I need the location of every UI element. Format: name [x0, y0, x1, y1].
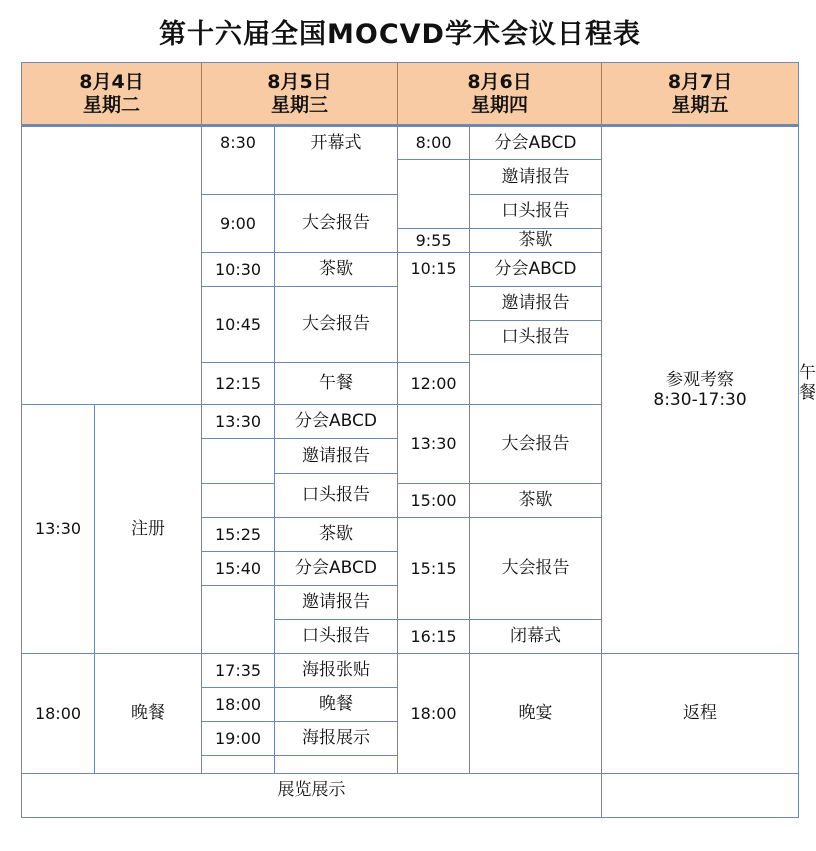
day-date: 8月4日: [79, 70, 144, 93]
aug5-plenary1-event: 大会报告: [275, 195, 398, 253]
aug6-plenary1-event: 大会报告: [470, 404, 602, 483]
aug6-banquet-time: 18:00: [398, 653, 470, 773]
aug5-dinner-time: 18:00: [202, 687, 275, 721]
header-row: [22, 63, 799, 126]
aug7-tour-time: 8:30-17:30: [653, 389, 747, 410]
day-date: 8月7日: [667, 70, 733, 93]
aug6-closing-time: 16:15: [398, 619, 470, 653]
aug6-closing-event: 闭幕式: [470, 619, 602, 653]
aug5-session1-blank2: [202, 483, 275, 517]
schedule-table: 8月4日 星期二 8月5日 星期三 8月6日 星期四 8月7日 星期五 8:30 开幕式 8:00 分会ABCD 参观考察 8:30-17:30 邀请报告 9:00 大会报告 口头报告 9:55 茶歇 10:30 茶歇 10:15 分会ABCD 10:45 大会报告 邀请报告 口头报告 12:15 午餐 12:00 午餐 13:30 注册 13:30 分会ABCD 13:30 大会报告 邀请报告 口头报告 15:00 茶歇 15:25 茶歇 15:15 大会报告 15:40 分会ABCD 邀请报告 口头报告 16:15 闭幕式 18:00 晚餐 17:35 海报张贴 18:00 晚宴 返程 18:00 晚餐 19:00 海报展示 展览展示: [21, 62, 798, 818]
aug6-session1-oral: 口头报告: [470, 195, 602, 229]
aug5-tea1-time: 10:30: [202, 253, 275, 287]
aug5-opening-time: 8:30: [202, 126, 275, 195]
aug5-lunch-time: 12:15: [202, 363, 275, 405]
aug5-plenary2-event: 大会报告: [275, 287, 398, 363]
aug4-dinner-event: 晚餐: [95, 653, 202, 773]
aug5-lunch-event: 午餐: [275, 363, 398, 405]
aug5-session1-time: 13:30: [202, 404, 275, 438]
day-date: 8月6日: [467, 70, 532, 93]
aug6-banquet-event: 晚宴: [470, 653, 602, 773]
aug5-session1-invited: 邀请报告: [275, 438, 398, 473]
aug7-tour-event: 参观考察: [666, 369, 735, 390]
aug4-registration-time: 13:30: [22, 404, 95, 653]
day-date: 8月5日: [267, 70, 332, 93]
aug5-session2-invited: 邀请报告: [275, 585, 398, 619]
aug6-plenary2-event: 大会报告: [470, 517, 602, 619]
aug6-plenary2-time: 15:15: [398, 517, 470, 619]
aug5-tea2-event: 茶歇: [275, 517, 398, 551]
exhibition-row: 展览展示: [22, 773, 602, 817]
aug6-plenary1-time: 13:30: [398, 404, 470, 483]
aug6-session1-event: 分会ABCD: [470, 126, 602, 160]
aug5-opening-event: 开幕式: [275, 126, 398, 195]
aug6-session2-time: 10:15: [398, 253, 470, 363]
day-weekday: 星期五: [671, 93, 729, 116]
aug5-dinner-event: 晚餐: [275, 687, 398, 721]
aug5-plenary2-time: 10:45: [202, 287, 275, 363]
aug6-lunch-time: 12:00: [398, 363, 470, 405]
day-header-aug5: [202, 63, 398, 126]
aug7-return: 返程: [602, 653, 799, 773]
aug5-tea2-time: 15:25: [202, 517, 275, 551]
aug6-session2-blank: [470, 355, 602, 405]
aug6-tea2-time: 15:00: [398, 483, 470, 517]
aug5-session1-event: 分会ABCD: [275, 404, 398, 438]
aug6-session1-invited: 邀请报告: [470, 160, 602, 195]
aug5-poster-show-time: 19:00: [202, 721, 275, 755]
aug6-session2-oral: 口头报告: [470, 321, 602, 355]
aug6-tea2-event: 茶歇: [470, 483, 602, 517]
aug5-session2-event: 分会ABCD: [275, 551, 398, 585]
aug5-plenary1-time: 9:00: [202, 195, 275, 253]
day-weekday: 星期三: [271, 93, 329, 116]
page-title: 第十六届全国MOCVD学术会议日程表: [159, 19, 641, 50]
day-weekday: 星期四: [471, 93, 529, 116]
aug5-poster-setup-time: 17:35: [202, 653, 275, 687]
aug6-tea1-event: 茶歇: [470, 229, 602, 253]
aug5-evening-blank2: [275, 755, 398, 773]
day-weekday: 星期二: [83, 93, 141, 116]
day-header-aug4: [22, 63, 202, 126]
aug5-session2-oral: 口头报告: [275, 619, 398, 653]
aug5-session2-blank: [202, 585, 275, 653]
aug6-session2-event: 分会ABCD: [470, 253, 602, 287]
aug7-bottom-blank: [602, 773, 799, 817]
aug5-evening-blank: [202, 755, 275, 773]
aug6-session1-blank: [398, 160, 470, 229]
aug6-tea1-time: 9:55: [398, 229, 470, 253]
aug5-session2-time: 15:40: [202, 551, 275, 585]
aug5-poster-show-event: 海报展示: [275, 721, 398, 755]
aug4-dinner-time: 18:00: [22, 653, 95, 773]
aug6-session2-invited: 邀请报告: [470, 287, 602, 321]
aug5-poster-setup-event: 海报张贴: [275, 653, 398, 687]
day-header-aug7: [602, 63, 799, 126]
aug5-session1-oral: 口头报告: [275, 473, 398, 517]
aug7-tour: [602, 126, 799, 654]
aug4-morning-empty: [22, 126, 202, 405]
aug5-session1-blank: [202, 438, 275, 483]
aug6-session1-time: 8:00: [398, 126, 470, 160]
day-header-aug6: [398, 63, 602, 126]
aug5-tea1-event: 茶歇: [275, 253, 398, 287]
aug4-registration-event: 注册: [95, 404, 202, 653]
